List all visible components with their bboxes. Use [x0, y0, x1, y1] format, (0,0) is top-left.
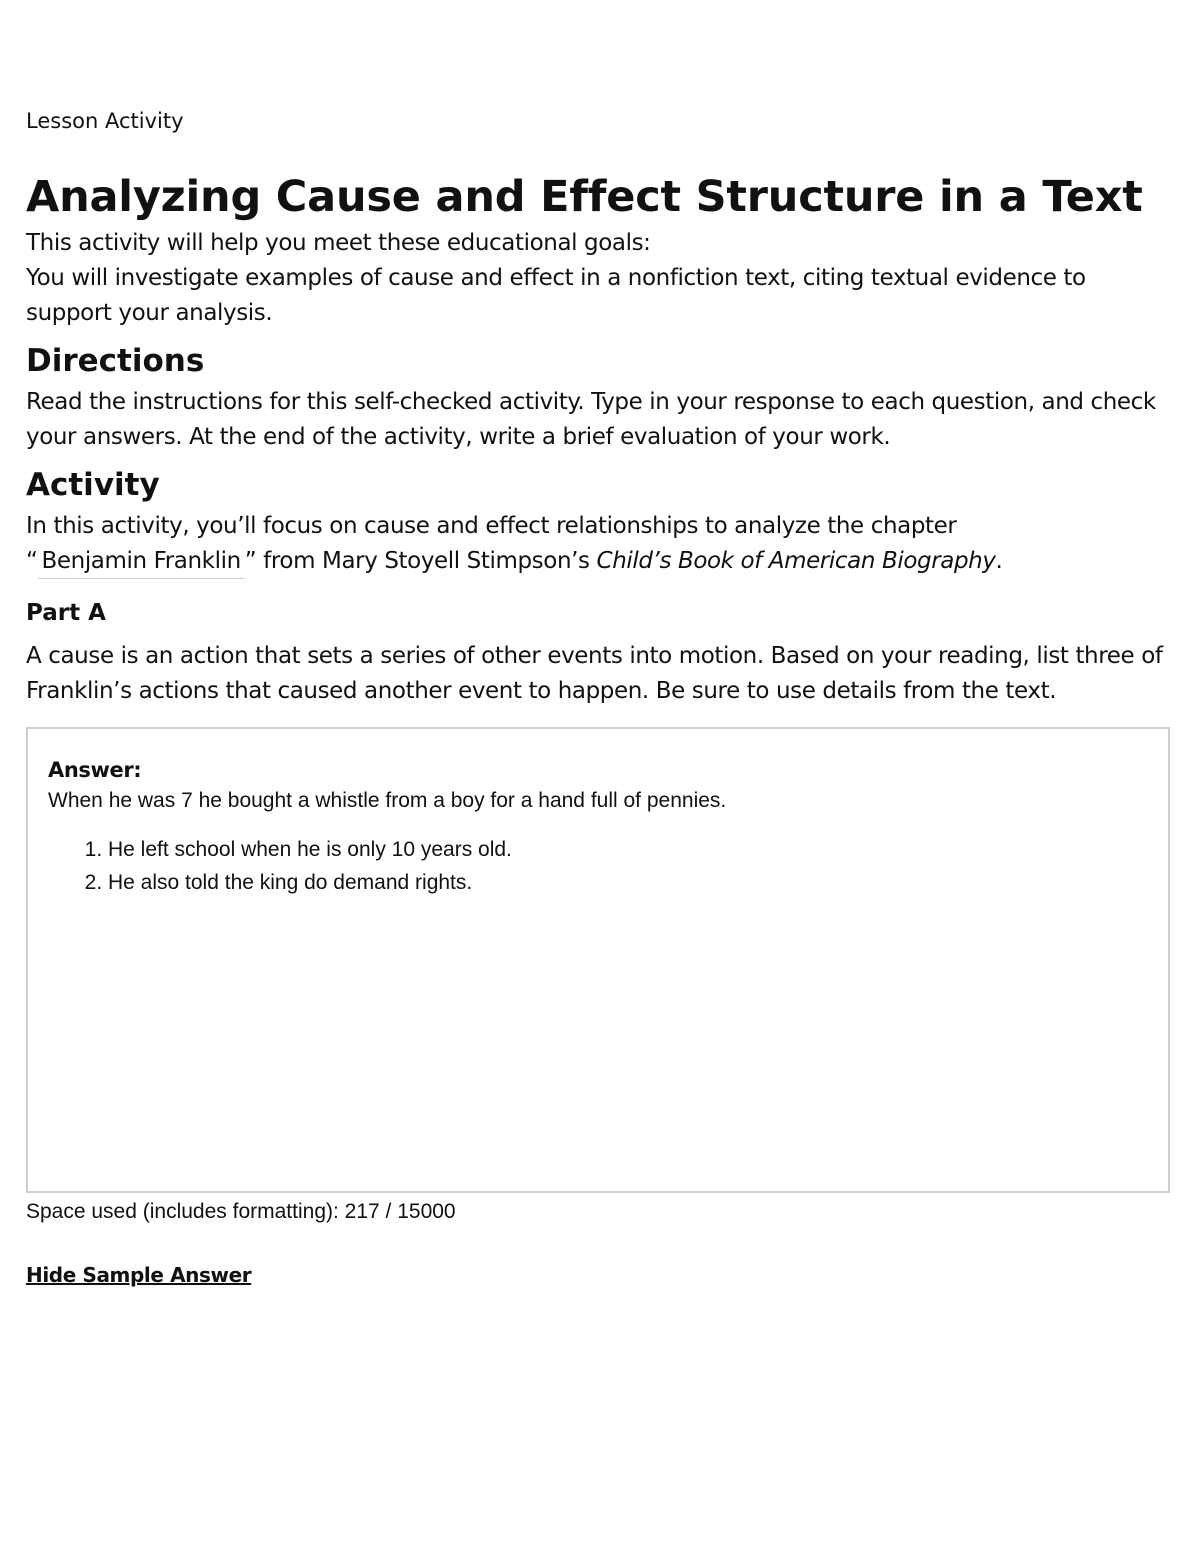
- period: .: [995, 548, 1003, 574]
- activity-intro-text: In this activity, you’ll focus on cause and effect relationships to analyze the chapter: [26, 513, 957, 539]
- hide-sample-answer-link[interactable]: Hide Sample Answer: [26, 1263, 252, 1287]
- book-title: Child’s Book of American Biography: [596, 548, 996, 574]
- part-a-prompt: A cause is an action that sets a series of other events into motion. Based on your reading, list three of Franklin’s actions that caused another event to happen. Be sure to use details from the text.: [26, 643, 1163, 704]
- goals-intro: This activity will help you meet these educational goals:: [26, 230, 651, 256]
- activity-heading: Activity: [26, 467, 160, 503]
- space-used: [26, 1197, 1174, 1227]
- directions-heading: Directions: [26, 343, 205, 379]
- answer-textarea[interactable]: [26, 727, 1170, 1193]
- space-used-label: Space used (includes formatting):: [26, 1200, 345, 1223]
- quote-close: ”: [244, 548, 257, 574]
- lesson-eyebrow: Lesson Activity: [26, 109, 184, 133]
- part-a-heading: Part A: [26, 600, 106, 626]
- chapter-link[interactable]: Benjamin Franklin: [38, 548, 245, 579]
- list-item: 1. He left school when he is only 10 years old.: [108, 833, 1148, 866]
- answer-list: [48, 833, 1148, 899]
- directions-text: Read the instructions for this self-checked activity. Type in your response to each question, and check your answers. At the end of the activity, write a brief evaluation of your work.: [26, 389, 1156, 450]
- activity-intro: [26, 509, 1174, 579]
- goals-text: You will investigate examples of cause and effect in a nonfiction text, citing textual evidence to support your analysis.: [26, 265, 1086, 326]
- quote-open: “: [26, 548, 38, 574]
- answer-first-line: When he was 7 he bought a whistle from a boy for a hand full of pennies.: [48, 789, 727, 812]
- list-item: 2. He also told the king do demand rights.: [108, 866, 1148, 899]
- from-text: from Mary Stoyell Stimpson’s: [256, 548, 597, 574]
- space-used-value: 217 / 15000: [344, 1200, 456, 1223]
- lesson-page: [26, 106, 1174, 1287]
- answer-label: Answer:: [48, 758, 142, 782]
- page-title: Analyzing Cause and Effect Structure in a Text: [26, 172, 1143, 222]
